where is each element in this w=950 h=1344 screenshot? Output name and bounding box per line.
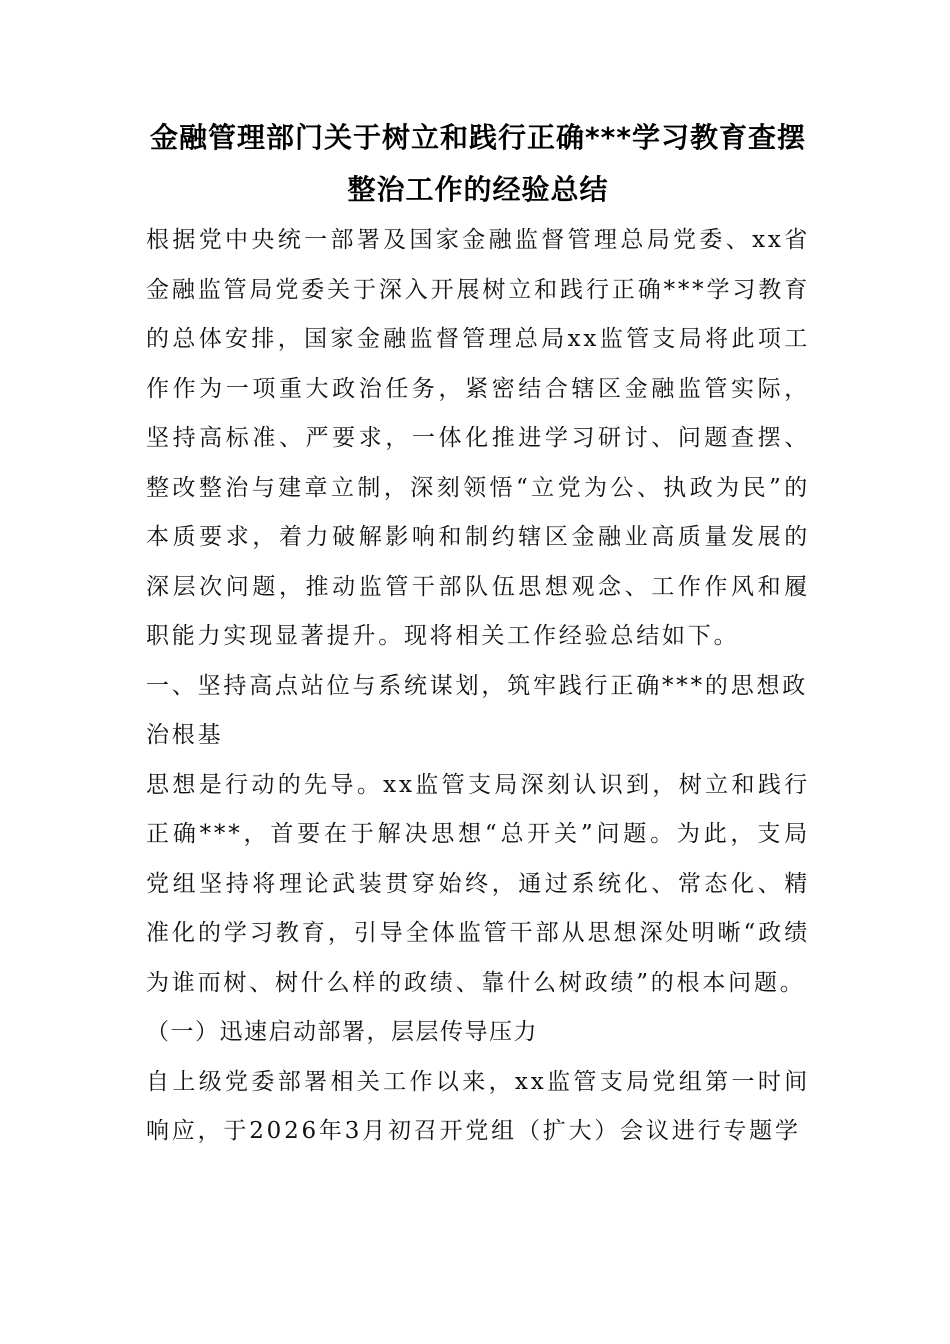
- section-heading-1: 一、坚持高点站位与系统谋划，筑牢践行正确***的思想政治根基: [146, 672, 809, 748]
- document-body: [146, 216, 810, 1157]
- title-line-1: 金融管理部门关于树立和践行正确***学习教育查摆: [150, 121, 806, 154]
- intro-paragraph: 根据党中央统一部署及国家金融监督管理总局党委、xx省金融监管局党委关于深入开展树立和践行正确***学习教育的总体安排，国家金融监督管理总局xx监管支局将此项工作作为一项重大政治任务，紧密结合辖区金融监管实际，坚持高标准、严要求，一体化推进学习研讨、问题查摆、整改整治与建章立制，深刻领悟“立党为公、执政为民”的本质要求，着力破解影响和制约辖区金融业高质量发展的深层次问题，推动监管干部队伍思想观念、工作作风和履职能力实现显著提升。现将相关工作经验总结如下。: [146, 227, 810, 649]
- title-line-2: 整治工作的经验总结: [347, 173, 609, 206]
- section-1-paragraph: 思想是行动的先导。xx监管支局深刻认识到，树立和践行正确***，首要在于解决思想“总开关”问题。为此，支局党组坚持将理论武装贯穿始终，通过系统化、常态化、精准化的学习教育，引导全体监管干部从思想深处明晰“政绩为谁而树、树什么样的政绩、靠什么树政绩”的根本问题。: [146, 771, 810, 996]
- document-page: [146, 112, 810, 1157]
- subsection-heading-1: （一）迅速启动部署，层层传导压力: [146, 1019, 538, 1045]
- document-title: [146, 112, 810, 216]
- subsection-1-paragraph: 自上级党委部署相关工作以来，xx监管支局党组第一时间响应，于2026年3月初召开党组（扩大）会议进行专题学: [146, 1068, 810, 1144]
